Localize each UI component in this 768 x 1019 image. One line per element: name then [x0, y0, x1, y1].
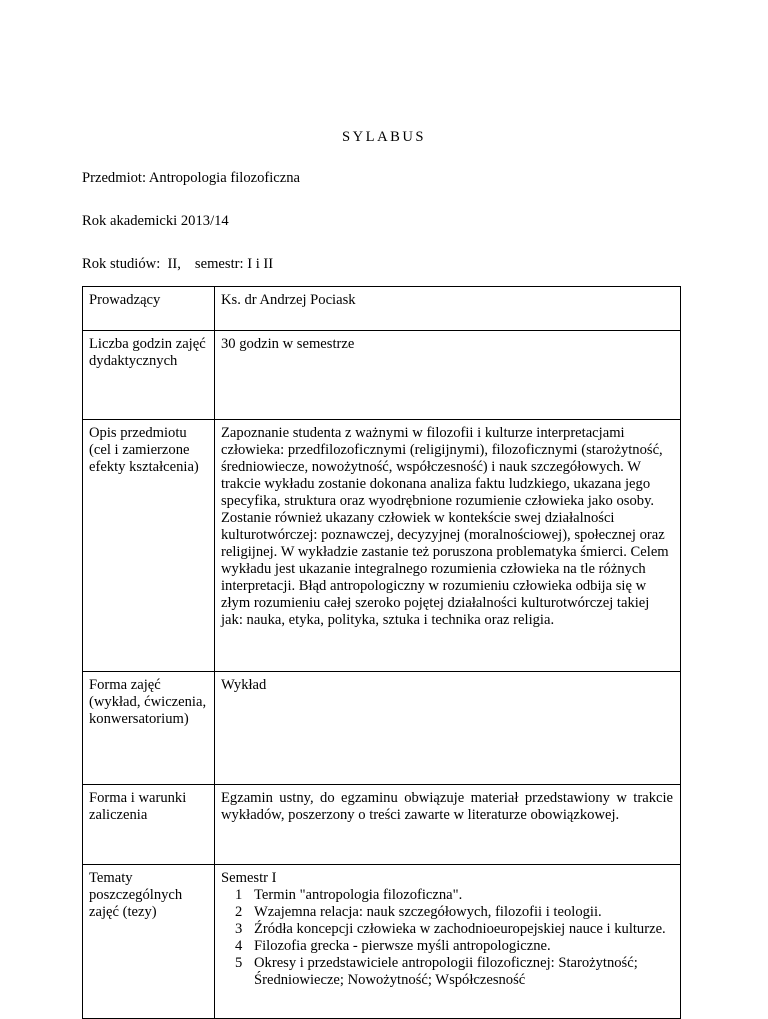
semester-label: semestr: I i II	[194, 256, 274, 272]
topic-number: 5	[235, 955, 243, 971]
table-row-lecturer	[83, 287, 681, 331]
topic-text: Okresy i przedstawiciele antropologii filozoficznej: Starożytność; Średniowiecze; Nowożytność; Współczesność	[254, 955, 638, 988]
lecturer-label: Prowadzący	[83, 287, 215, 331]
list-item	[221, 955, 673, 989]
hours-label: Liczba godzin zajęć dydaktycznych	[83, 331, 215, 420]
topic-number: 4	[235, 938, 243, 954]
topic-number: 1	[235, 887, 243, 903]
credit-label: Forma i warunki zaliczenia	[83, 785, 215, 865]
description-value: Zapoznanie studenta z ważnymi w filozofii i kulturze interpretacjami człowieka: przedfilozoficznymi (religijnymi), filozoficznymi (starożytność, średniowiecze, nowożytność, współczesność) i nauk szczegółowych. W trakcie wykładu zostanie dokonana analiza faktu ludzkiego, ukazana jego specyfika, struktura oraz wyodrębnione rozumienie człowieka jako osoby. Zostanie również ukazany człowiek w kontekście swej działalności kulturotwórczej: poznawczej, decyzyjnej (moralnościowej), społecznej oraz religijnej. W wykładzie zastanie też poruszona problematyka śmierci. Celem wykładu jest ukazanie integralnego rozumienia człowieka na tle różnych interpretacji. Błąd antropologiczny w rozumieniu człowieka odbija się w złym rozumieniu całej szeroko pojętej działalności kulturotwórczej takiej jak: nauka, etyka, polityka, sztuka i technika oraz religia.	[215, 420, 681, 672]
list-item	[221, 938, 673, 955]
table-row-class-form	[83, 672, 681, 785]
study-year-line	[82, 256, 273, 273]
table-row-hours	[83, 331, 681, 420]
description-label: Opis przedmiotu (cel i zamierzone efekty kształcenia)	[83, 420, 215, 672]
list-item	[221, 921, 673, 938]
topic-text: Termin "antropologia filozoficzna".	[254, 887, 463, 903]
table-row-credit	[83, 785, 681, 865]
study-year-label: Rok studiów: II,	[82, 256, 181, 272]
class-form-label: Forma zajęć (wykład, ćwiczenia, konwersatorium)	[83, 672, 215, 785]
hours-value: 30 godzin w semestrze	[215, 331, 681, 420]
syllabus-table	[82, 286, 681, 1019]
list-item	[221, 887, 673, 904]
topic-text: Wzajemna relacja: nauk szczegółowych, filozofii i teologii.	[254, 904, 602, 920]
list-item	[221, 904, 673, 921]
topics-label: Tematy poszczególnych zajęć (tezy)	[83, 865, 215, 1019]
topic-number: 3	[235, 921, 243, 937]
semester-heading: Semestr I	[221, 870, 277, 886]
topic-text: Filozofia grecka - pierwsze myśli antropologiczne.	[254, 938, 551, 954]
topic-text: Źródła koncepcji człowieka w zachodnioeuropejskiej nauce i kulturze.	[254, 921, 666, 937]
table-row-topics	[83, 865, 681, 1019]
lecturer-value: Ks. dr Andrzej Pociask	[215, 287, 681, 331]
topics-cell	[215, 865, 681, 1019]
topic-number: 2	[235, 904, 243, 920]
subject-line: Przedmiot: Antropologia filozoficzna	[82, 170, 301, 186]
academic-year-line: Rok akademicki 2013/14	[82, 213, 229, 229]
class-form-value: Wykład	[215, 672, 681, 785]
topics-list	[221, 887, 673, 989]
document-title: SYLABUS	[342, 129, 426, 145]
table-row-description	[83, 420, 681, 672]
credit-value: Egzamin ustny, do egzaminu obwiązuje materiał przedstawiony w trakcie wykładów, poszerzony o treści zawarte w literaturze obowiązkowej.	[215, 785, 681, 865]
